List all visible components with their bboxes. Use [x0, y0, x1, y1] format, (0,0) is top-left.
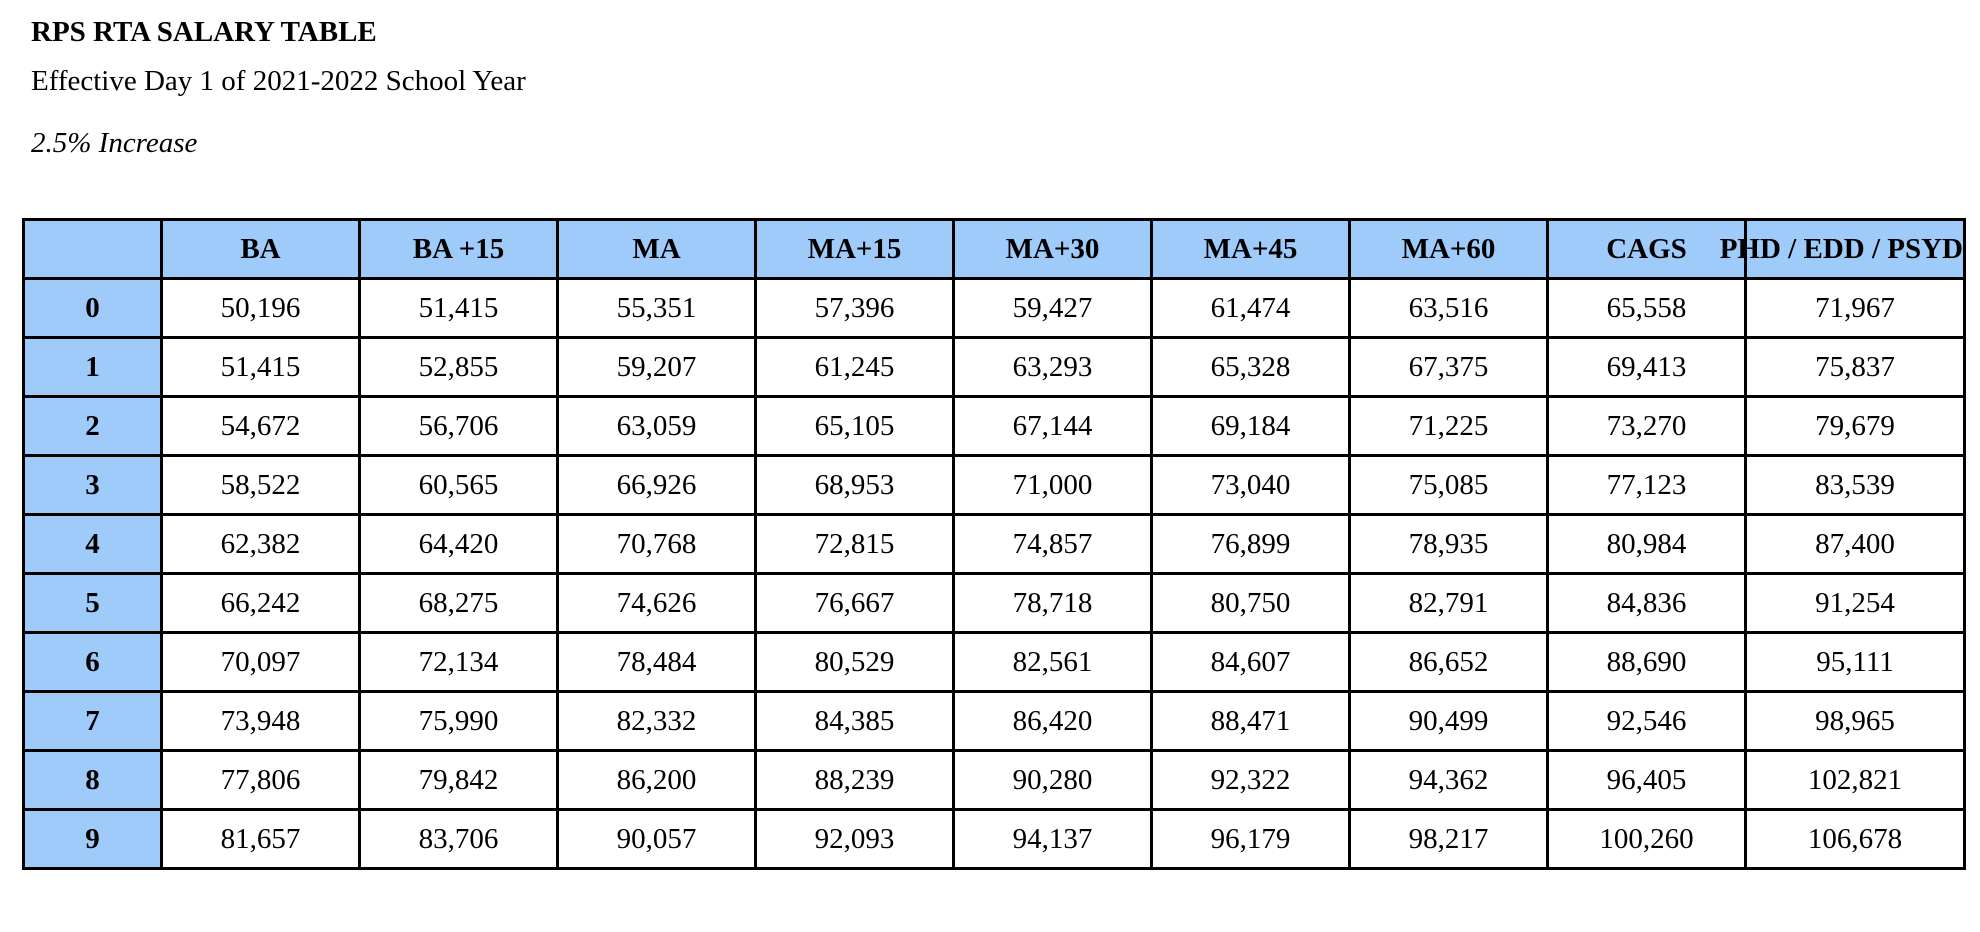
salary-cell: 75,837: [1746, 338, 1965, 397]
salary-cell: 70,768: [558, 515, 756, 574]
salary-cell: 81,657: [162, 810, 360, 869]
salary-cell: 92,546: [1548, 692, 1746, 751]
step-cell: 7: [24, 692, 162, 751]
salary-cell: 63,516: [1350, 279, 1548, 338]
salary-cell: 75,990: [360, 692, 558, 751]
table-row: [24, 810, 1965, 869]
corner-header-cell: [24, 220, 162, 279]
table-row: [24, 751, 1965, 810]
step-cell: 9: [24, 810, 162, 869]
table-row: [24, 515, 1965, 574]
salary-cell: 64,420: [360, 515, 558, 574]
salary-cell: 86,200: [558, 751, 756, 810]
salary-cell: 54,672: [162, 397, 360, 456]
salary-cell: 71,000: [954, 456, 1152, 515]
salary-cell: 69,413: [1548, 338, 1746, 397]
salary-cell: 90,057: [558, 810, 756, 869]
salary-cell: 51,415: [162, 338, 360, 397]
column-header-last: [1719, 220, 1965, 279]
salary-cell: 84,836: [1548, 574, 1746, 633]
salary-cell: 61,245: [756, 338, 954, 397]
salary-table: [22, 218, 1966, 870]
salary-cell: 65,328: [1152, 338, 1350, 397]
salary-cell: 74,626: [558, 574, 756, 633]
salary-cell: 76,667: [756, 574, 954, 633]
table-row: [24, 456, 1965, 515]
salary-cell: 86,420: [954, 692, 1152, 751]
salary-cell: 69,184: [1152, 397, 1350, 456]
salary-cell: 96,179: [1152, 810, 1350, 869]
salary-cell: 65,558: [1548, 279, 1746, 338]
salary-cell: 76,899: [1152, 515, 1350, 574]
salary-cell: 60,565: [360, 456, 558, 515]
salary-cell: 94,362: [1350, 751, 1548, 810]
salary-cell: 106,678: [1746, 810, 1965, 869]
salary-cell: 79,842: [360, 751, 558, 810]
salary-cell: 59,207: [558, 338, 756, 397]
table-row: [24, 574, 1965, 633]
salary-cell: 80,984: [1548, 515, 1746, 574]
salary-cell: 75,085: [1350, 456, 1548, 515]
salary-cell: 51,415: [360, 279, 558, 338]
salary-cell: 88,471: [1152, 692, 1350, 751]
salary-cell: 72,815: [756, 515, 954, 574]
salary-cell: 66,926: [558, 456, 756, 515]
salary-cell: 98,217: [1350, 810, 1548, 869]
salary-cell: 95,111: [1746, 633, 1965, 692]
salary-cell: 90,499: [1350, 692, 1548, 751]
step-cell: 4: [24, 515, 162, 574]
step-cell: 5: [24, 574, 162, 633]
salary-cell: 73,948: [162, 692, 360, 751]
salary-cell: 96,405: [1548, 751, 1746, 810]
salary-cell: 72,134: [360, 633, 558, 692]
effective-date-text: Effective Day 1 of 2021-2022 School Year: [31, 65, 526, 97]
salary-cell: 63,059: [558, 397, 756, 456]
salary-cell: 73,040: [1152, 456, 1350, 515]
salary-cell: 79,679: [1746, 397, 1965, 456]
step-cell: 0: [24, 279, 162, 338]
salary-cell: 77,123: [1548, 456, 1746, 515]
salary-cell: 78,718: [954, 574, 1152, 633]
column-header: MA+45: [1152, 220, 1350, 279]
salary-cell: 66,242: [162, 574, 360, 633]
salary-cell: 73,270: [1548, 397, 1746, 456]
salary-cell: 50,196: [162, 279, 360, 338]
salary-cell: 82,561: [954, 633, 1152, 692]
salary-cell: 90,280: [954, 751, 1152, 810]
salary-cell: 102,821: [1746, 751, 1965, 810]
salary-cell: 59,427: [954, 279, 1152, 338]
salary-cell: 68,953: [756, 456, 954, 515]
column-header: MA: [558, 220, 756, 279]
page-title: RPS RTA SALARY TABLE: [31, 16, 377, 48]
column-header-last-label: PHD / EDD / PSYD: [1719, 232, 1963, 265]
increase-note: 2.5% Increase: [31, 127, 198, 159]
salary-cell: 52,855: [360, 338, 558, 397]
table-row: [24, 397, 1965, 456]
salary-cell: 82,332: [558, 692, 756, 751]
step-cell: 1: [24, 338, 162, 397]
salary-cell: 100,260: [1548, 810, 1746, 869]
salary-cell: 94,137: [954, 810, 1152, 869]
salary-cell: 87,400: [1746, 515, 1965, 574]
salary-cell: 56,706: [360, 397, 558, 456]
salary-cell: 83,706: [360, 810, 558, 869]
salary-cell: 83,539: [1746, 456, 1965, 515]
salary-cell: 70,097: [162, 633, 360, 692]
column-header: MA+15: [756, 220, 954, 279]
salary-cell: 61,474: [1152, 279, 1350, 338]
salary-cell: 77,806: [162, 751, 360, 810]
salary-cell: 80,529: [756, 633, 954, 692]
salary-cell: 71,967: [1746, 279, 1965, 338]
salary-cell: 82,791: [1350, 574, 1548, 633]
salary-cell: 67,375: [1350, 338, 1548, 397]
salary-cell: 58,522: [162, 456, 360, 515]
salary-cell: 84,385: [756, 692, 954, 751]
salary-cell: 91,254: [1746, 574, 1965, 633]
column-header: MA+30: [954, 220, 1152, 279]
salary-cell: 84,607: [1152, 633, 1350, 692]
table-row: [24, 279, 1965, 338]
column-header: CAGS: [1548, 220, 1746, 279]
salary-cell: 68,275: [360, 574, 558, 633]
table-row: [24, 633, 1965, 692]
salary-cell: 67,144: [954, 397, 1152, 456]
salary-cell: 78,935: [1350, 515, 1548, 574]
step-cell: 2: [24, 397, 162, 456]
table-row: [24, 692, 1965, 751]
salary-cell: 88,239: [756, 751, 954, 810]
column-header: MA+60: [1350, 220, 1548, 279]
salary-cell: 92,093: [756, 810, 954, 869]
step-cell: 3: [24, 456, 162, 515]
salary-cell: 57,396: [756, 279, 954, 338]
salary-cell: 80,750: [1152, 574, 1350, 633]
salary-cell: 92,322: [1152, 751, 1350, 810]
salary-cell: 63,293: [954, 338, 1152, 397]
table-header-row: [24, 220, 1965, 279]
salary-cell: 98,965: [1746, 692, 1965, 751]
column-header: BA +15: [360, 220, 558, 279]
salary-cell: 62,382: [162, 515, 360, 574]
step-cell: 8: [24, 751, 162, 810]
salary-cell: 78,484: [558, 633, 756, 692]
salary-cell: 71,225: [1350, 397, 1548, 456]
table-row: [24, 338, 1965, 397]
column-header: BA: [162, 220, 360, 279]
salary-cell: 88,690: [1548, 633, 1746, 692]
salary-cell: 86,652: [1350, 633, 1548, 692]
salary-cell: 74,857: [954, 515, 1152, 574]
table-body: [24, 279, 1965, 869]
salary-cell: 65,105: [756, 397, 954, 456]
step-cell: 6: [24, 633, 162, 692]
salary-cell: 55,351: [558, 279, 756, 338]
